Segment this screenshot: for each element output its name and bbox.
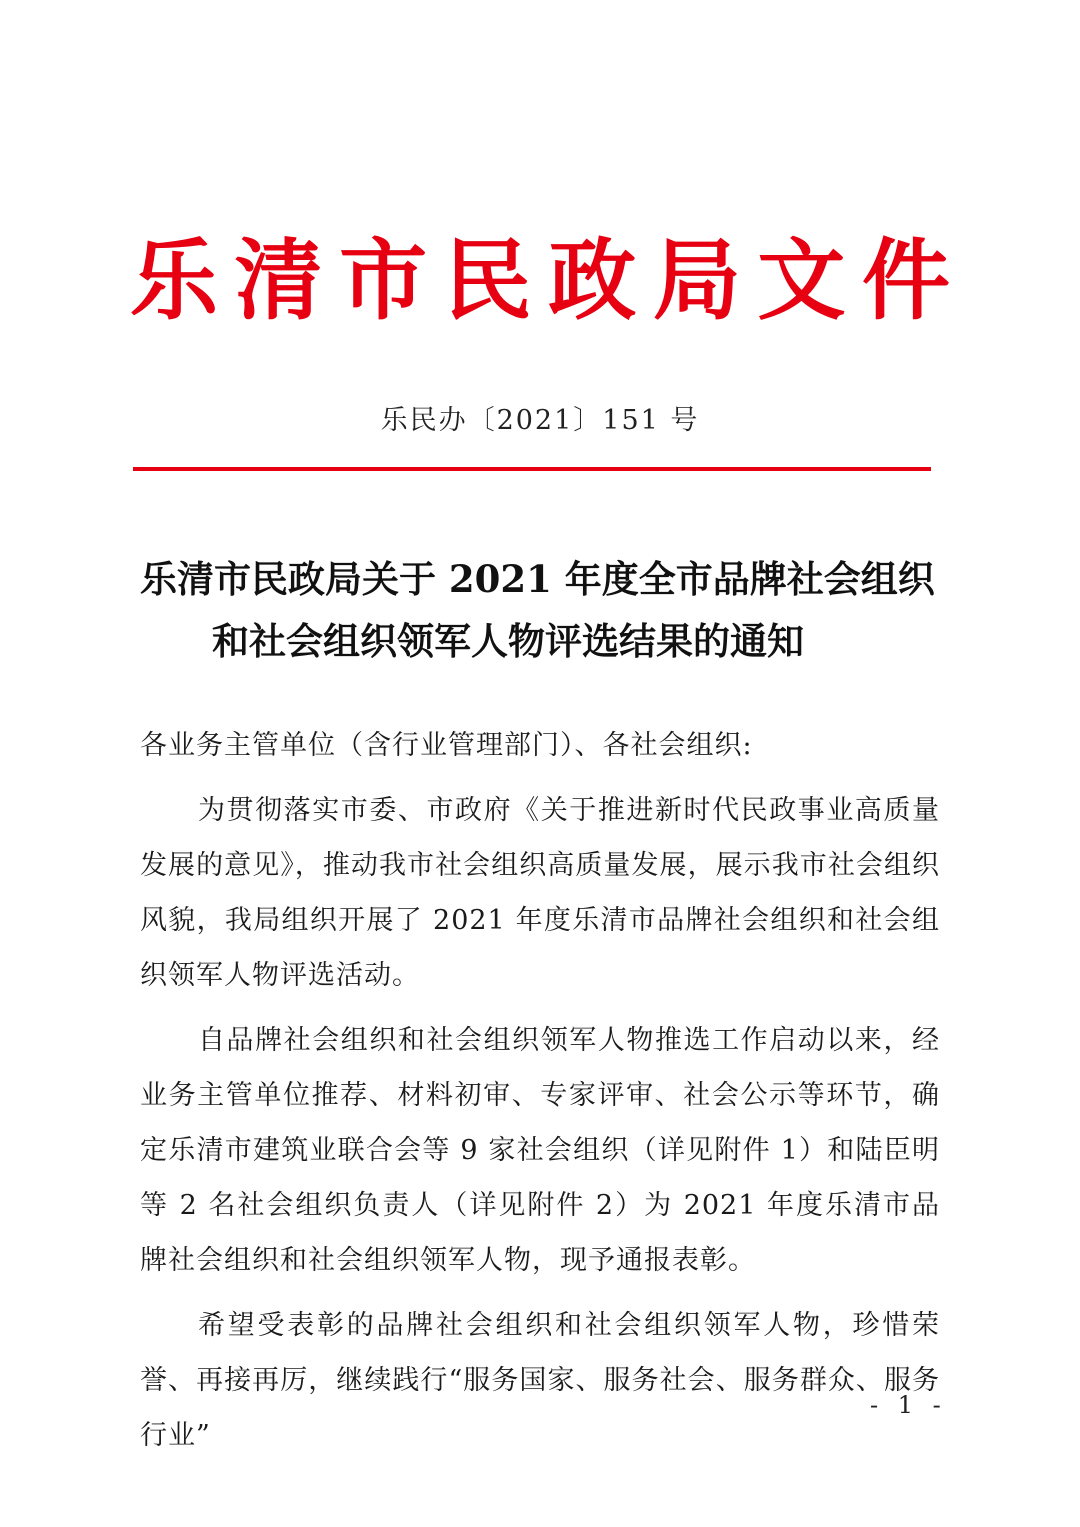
body-paragraph: 为贯彻落实市委、市政府《关于推进新时代民政事业高质量发展的意见》，推动我市社会组织高质量发展，展示我市社会组织风貌，我局组织开展了 2021 年度乐清市品牌社会组织和社会组织领军人物评选活动。 (140, 795, 940, 991)
body-paragraph: 自品牌社会组织和社会组织领军人物推选工作启动以来，经业务主管单位推荐、材料初审、专家评审、社会公示等环节，确定乐清市建筑业联合会等 9 家社会组织（详见附件 1）和陆臣明等 2 名社会组织负责人（详见附件 2）为 2021 年度乐清市品牌社会组织和社会组织领军人物，现予通报表彰。 (140, 1025, 940, 1276)
notice-body (140, 718, 940, 1463)
salutation: 各业务主管单位（含行业管理部门）、各社会组织: (140, 730, 753, 761)
notice-title (140, 548, 940, 672)
page-number: - 1 - (870, 1391, 947, 1419)
header-char: 清 (234, 228, 323, 332)
body-paragraph: 希望受表彰的品牌社会组织和社会组织领军人物，珍惜荣誉、再接再厉，继续践行“服务国家、服务社会、服务群众、服务行业” (140, 1310, 940, 1451)
document-header-title (130, 220, 950, 340)
notice-title-line2: 和社会组织领军人物评选结果的通知 (212, 619, 804, 663)
header-char: 市 (339, 228, 428, 332)
red-divider-line (133, 467, 931, 471)
header-char: 民 (443, 228, 532, 332)
header-char: 文 (757, 228, 846, 332)
document-number: 乐民办〔2021〕151 号 (380, 405, 700, 436)
header-char: 政 (548, 228, 637, 332)
header-char: 件 (861, 228, 950, 332)
header-char: 乐 (130, 228, 219, 332)
notice-title-line1: 乐清市民政局关于 2021 年度全市品牌社会组织 (140, 557, 935, 601)
header-char: 局 (652, 228, 741, 332)
